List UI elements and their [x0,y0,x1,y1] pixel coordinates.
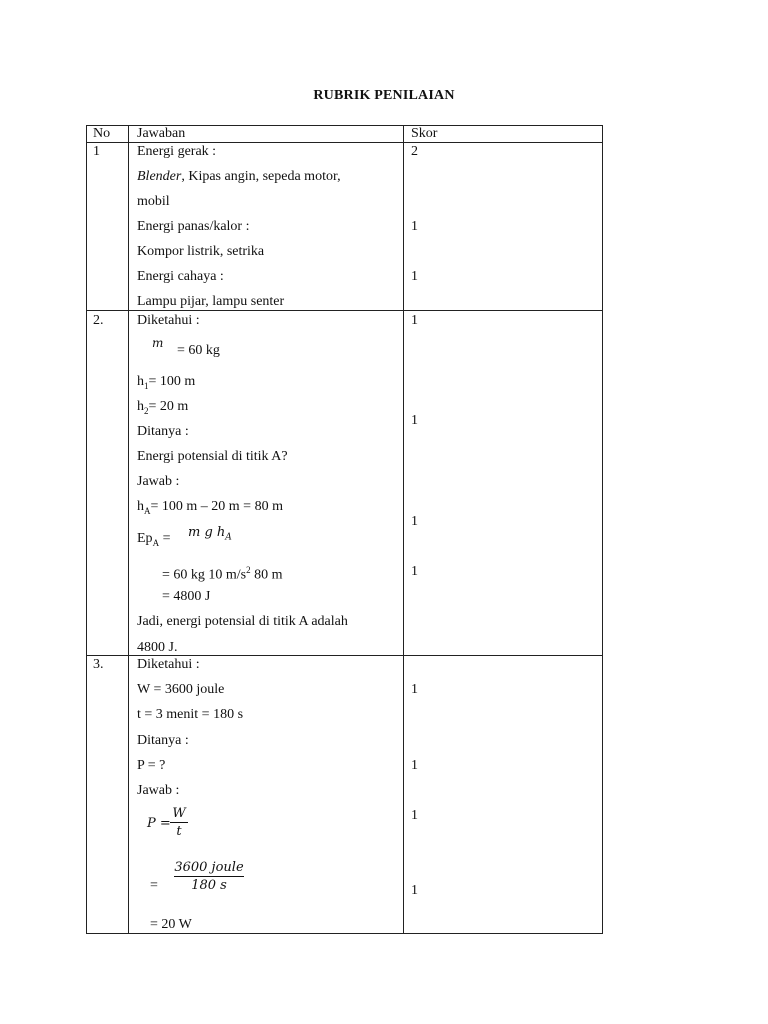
calc-text: 80 m [250,567,283,583]
answer-line: Jawab : [137,783,180,798]
answer-line-rest: , Kipas angin, sepeda motor, [181,169,341,184]
subscript: A [152,537,160,548]
fraction-bar [174,876,244,877]
h-symbol: h [137,374,144,389]
h-value: = 100 m [148,374,196,389]
score: 1 [411,269,418,284]
h-symbol: h [137,399,144,414]
fraction-denominator: 180 s [191,878,227,893]
fraction-denominator: t [176,824,182,839]
equals: = [150,878,158,893]
header-jawaban: Jawaban [137,126,186,141]
answer-line [137,169,341,185]
fraction [174,860,244,893]
fraction [170,806,188,839]
score: 1 [411,564,418,579]
score: 1 [411,682,418,697]
calc-text: = 60 kg 10 m/s [162,567,247,583]
answer-line: Ditanya : [137,424,189,439]
equals: = [162,531,171,546]
subscript: A [225,532,232,543]
table-col-divider [128,125,129,934]
h-value: = 100 m – 20 m = 80 m [150,499,283,514]
answer-line: Diketahui : [137,313,200,328]
answer-line: = 20 W [150,917,192,932]
table-header-divider [86,142,603,143]
h-symbol: h [137,499,144,514]
answer-line: mobil [137,194,170,209]
answer-line: Kompor listrik, setrika [137,244,265,259]
score: 1 [411,313,418,328]
ep-symbol: Ep [137,531,153,546]
fraction-numerator: W [172,806,186,821]
table-border-left [86,125,87,934]
answer-italic-term: Blender [137,169,182,184]
h-value: = 20 m [148,399,189,414]
answer-line: Energi gerak : [137,144,217,159]
score: 1 [411,514,418,529]
fraction-bar [170,822,188,823]
row-number: 1 [93,144,100,159]
answer-line [162,565,283,584]
answer-line: Lampu pijar, lampu senter [137,294,285,309]
answer-line: Ditanya : [137,733,189,748]
score: 1 [411,758,418,773]
math-symbol: m [152,336,164,350]
formula-body: m g h [188,525,226,540]
row-number: 2. [93,313,104,328]
page-title: RUBRIK PENILAIAN [313,88,455,103]
answer-line: Energi cahaya : [137,269,224,284]
superscript: 2 [246,565,251,575]
row-number: 3. [93,657,104,672]
score: 1 [411,413,418,428]
answer-line: 4800 J. [137,640,178,655]
math-symbol: P = [147,816,171,831]
answer-line: Energi panas/kalor : [137,219,250,234]
subscript: A [144,505,151,516]
answer-line [137,531,170,548]
table-border-right [602,125,603,934]
table-row-divider [86,310,603,311]
answer-line: = 60 kg [177,343,220,358]
answer-line: W = 3600 joule [137,682,225,697]
answer-line: Jadi, energi potensial di titik A adalah [137,614,348,629]
table-col-divider [403,125,404,934]
math-formula [188,525,232,543]
subscript: 2 [144,405,149,416]
score: 2 [411,144,418,159]
score: 1 [411,219,418,234]
score: 1 [411,808,418,823]
subscript: 1 [144,380,149,391]
answer-line: = 4800 J [162,589,211,604]
header-skor: Skor [411,126,438,141]
answer-line: P = ? [137,758,166,773]
answer-line: Diketahui : [137,657,200,672]
score: 1 [411,883,418,898]
answer-line: Jawab : [137,474,180,489]
fraction-numerator: 3600 joule [174,860,244,875]
answer-line [137,399,188,416]
answer-line [137,374,195,391]
table-border-bottom [86,933,603,934]
answer-line: Energi potensial di titik A? [137,449,288,464]
answer-line: t = 3 menit = 180 s [137,707,244,722]
answer-line [137,499,283,516]
header-no: No [93,126,111,141]
